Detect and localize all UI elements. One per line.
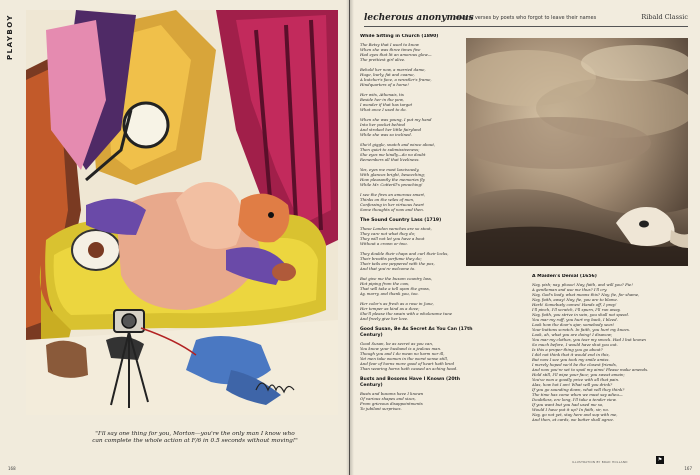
left-page [0,0,349,475]
poem-text: Busts and bosoms have I known Of various shapes and sizes, From grievous disappointments To jubilant surprises. [360,391,424,411]
poem-text: These London wenches are so stout, They care not what they do; They will not let you have a bout Without a crown or two. They double their chaps and curl their locks, Their breaths perfume they do; Their tails are peppered with the pox, And that you're welcome to. But give me the buxom country lass, Hot piping from the cow, That will take a tell upon the grass, Ay, marry, and thank you, too. Her color's as fresh as a rose in June, Her temper as kind as a dove; She'll please the swain with a wholesome tune And freely give her love. [360,226,453,321]
poem-title: A Maiden's Denial (1656) [532,274,597,279]
poem [360,34,476,212]
poem [360,327,476,371]
poem-text: Nay, pish; nay, phooe! Nay, faith, and will you? Fie! A gentleman and use me thus? I'll cry. Nay, God's body, what means this? Nay, fie, for shame, Nay, faith, away! Nay, fie, you are to blame. Hark! Somebody comes! Hands off, I pray! I'll pinch, I'll scratch, I'll spurn, I'll run away. Nay, faith, you strive in vain, you shall not speed. You mar my ruff, you hurt my back, I bleed. Look how the door's ajar, somebody sees! Your buttons scratch. In faith, you hurt my knees. Look, ah, what you are doing! I disavow; You mar my clothes, you tear my smock. Had I but known So much before, I would have shut you out. Is this a proper thing you go about? I did not think that it would end in this, But now I see you took my smile amiss. I merely hoped we'd be the closest friends, And now you're set to spoil my aims! Please make amends. Hold still, I'll wipe your face; you sweat amain; You've won a goodly prize with all that pain. Alas, how hot I am! What will you drink? If you go sounding down, what will they think? The time has come when we must say adieu— Doubtless, ere long, I'll take a tender view. If you want but you had used me so, Would I have put it up? In faith, sir, no. Nay, go not yet, stay here and sup with me, And then, at cards, we better shall agree. [532,282,649,422]
surreal-painting [466,38,688,266]
cartoon-caption: "I'll say one thing for you, Morton—you're the only man I know who can complete the whole action at F/6 in 0.5 seconds without moving!" [92,431,298,445]
poem-text: Good Susan, be as secret as you can, You know your husband is a jealous man. Though you and I do mean no harm nor ill, Yet men take women in the worst sense still, And fear of horns more good of heart hath bred Than wearing horns hath caused an aching head. [360,341,458,371]
poem [532,274,692,422]
poem-text: The Betsy that I used to know When she was three times five Had eyes that lit an amorous glow— The prettiest girl alive. Behold her now, a married dame, Huge, burly, fat and coarse, A butcher's face, a wrestler's frame, Hindquarters of a horse! Her wits, Athenais, tis Beside her in the pew, I wonder if that has target What once I used to do. When she was young, I put my hand Into her pocket behind And stroked her little fairyland While she was so inclined. She'd giggle, snatch and wince about, Then quiet to submissiveness; She eyes me kindly—do no doubt Remembers all that liveliness. Yes, eyes me most lascivously, With glances bright, beseeching; How pleasantly the memories fly While Mr. Cotterill's preaching! I see the fires an amorous smart, Thinks on the wiles of men, Confessing in her virtuous heart Some thoughts of now and then. [360,42,436,212]
poems-column-left [360,34,476,454]
poem [360,218,476,321]
feature-title: lecherous anonymous [364,13,474,23]
end-mark-icon: ⚑ [657,457,663,463]
masthead: PLAYBOY [6,14,14,61]
section-label: Ribald Classic [641,13,688,21]
poem-title: The Sound Country Lass (1719) [360,218,442,223]
page-number-left: 168 [8,466,16,471]
feature-subtitle: several verses by poets who forgot to leave their names [455,15,597,21]
header-rule [364,26,688,27]
poem [360,377,476,411]
poem-title: Busts and Bosoms Have I Known (20th Century) [360,377,460,388]
poems-column-right [532,274,692,454]
spread-gutter [346,0,354,475]
cartoon-illustration [26,10,338,415]
right-page [350,0,700,475]
poem-title: Good Susan, Be As Secret As You Can (17th Century) [360,327,473,338]
page-number-right: 167 [684,466,692,471]
illustration-credit: ILLUSTRATION BY BRAD HOLLAND [572,460,628,464]
poem-title: While Sitting in Church (1890) [360,34,439,39]
